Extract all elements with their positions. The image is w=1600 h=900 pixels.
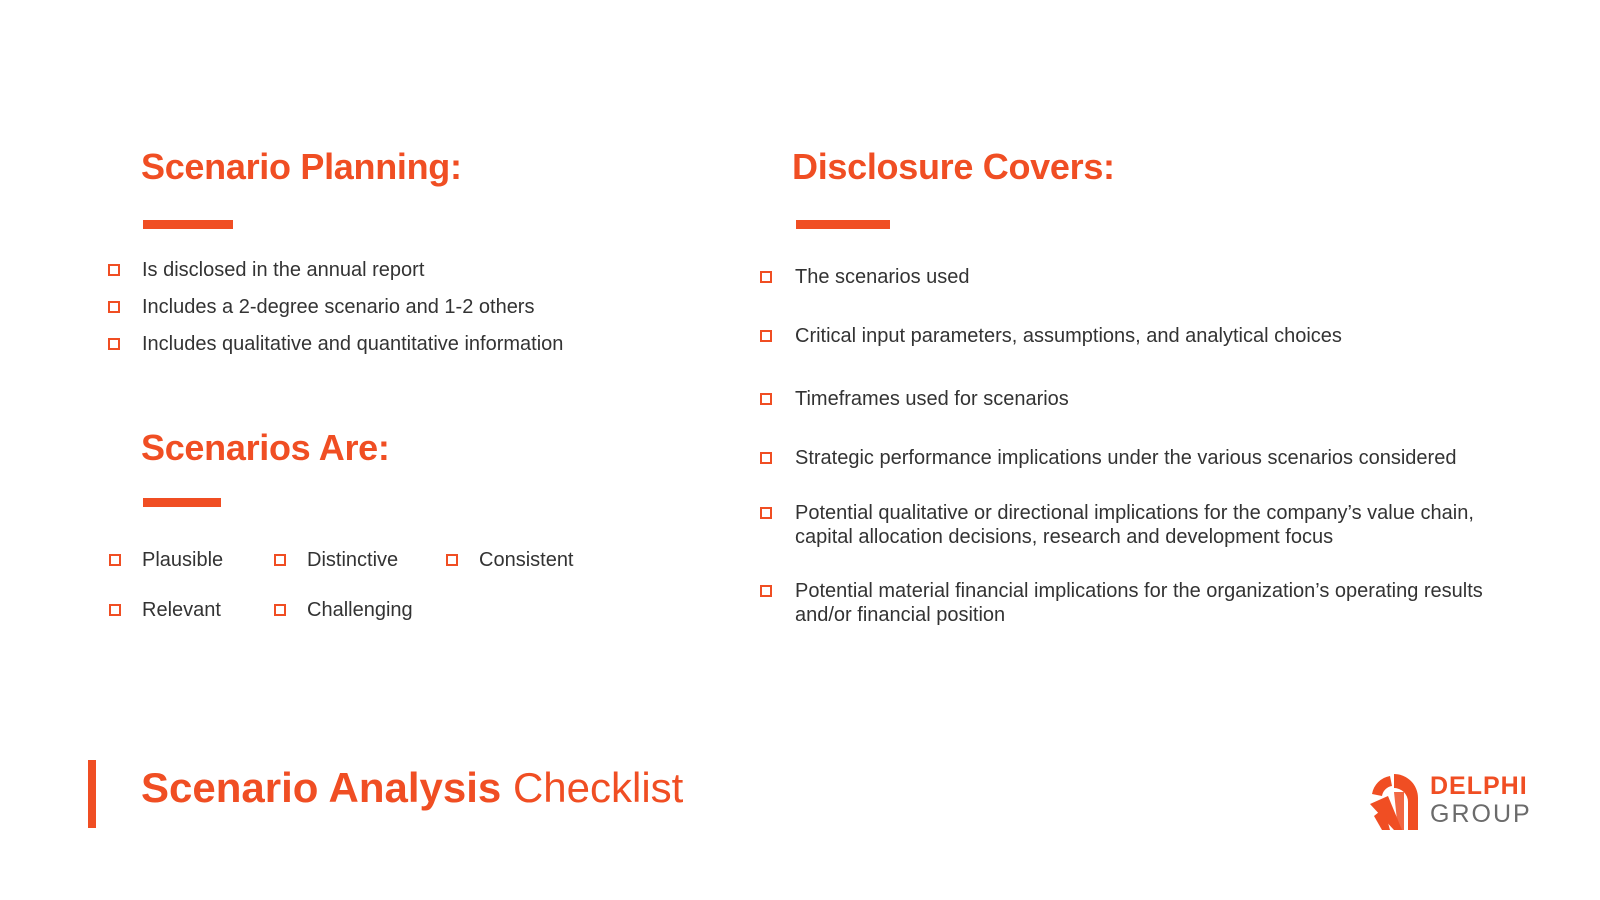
list-item: The scenarios used	[760, 265, 1525, 289]
square-bullet-icon	[760, 585, 772, 597]
scenario-planning-underline	[143, 220, 233, 229]
scenario-trait-item: Plausible	[109, 548, 223, 572]
logo-word-delphi: DELPHI	[1430, 772, 1528, 800]
square-bullet-icon	[108, 338, 120, 350]
footer-accent-bar	[88, 760, 96, 828]
square-bullet-icon	[109, 554, 121, 566]
square-bullet-icon	[108, 264, 120, 276]
page-title-light: Checklist	[512, 764, 684, 811]
list-item: Is disclosed in the annual report	[108, 258, 424, 282]
square-bullet-icon	[108, 301, 120, 313]
list-item: Includes qualitative and quantitative information	[108, 332, 563, 356]
square-bullet-icon	[760, 271, 772, 283]
disclosure-covers-underline	[796, 220, 890, 229]
scenario-trait-item: Distinctive	[274, 548, 398, 572]
square-bullet-icon	[760, 330, 772, 342]
list-item: Potential material financial implications for the organization’s operating results and/or financial position	[760, 579, 1525, 627]
delphi-group-logo	[1368, 772, 1532, 834]
square-bullet-icon	[760, 507, 772, 519]
scenarios-are-underline	[143, 498, 221, 507]
scenario-trait-item: Challenging	[274, 598, 413, 622]
scenario-planning-heading: Scenario Planning:	[141, 146, 462, 187]
logo-word-group: GROUP	[1430, 800, 1532, 828]
list-item: Includes a 2-degree scenario and 1-2 others	[108, 295, 534, 319]
square-bullet-icon	[446, 554, 458, 566]
list-item: Potential qualitative or directional implications for the company’s value chain, capital allocation decisions, research and development focus	[760, 501, 1525, 549]
delphi-logo-mark-icon	[1368, 772, 1420, 834]
page-title-bold: Scenario Analysis	[141, 764, 502, 811]
square-bullet-icon	[760, 393, 772, 405]
list-item: Critical input parameters, assumptions, and analytical choices	[760, 324, 1525, 348]
square-bullet-icon	[274, 554, 286, 566]
scenarios-are-heading: Scenarios Are:	[141, 427, 390, 468]
square-bullet-icon	[109, 604, 121, 616]
list-item: Timeframes used for scenarios	[760, 387, 1525, 411]
page-title	[141, 764, 683, 812]
square-bullet-icon	[760, 452, 772, 464]
logo-wordmark	[1430, 774, 1532, 827]
scenario-trait-item: Relevant	[109, 598, 221, 622]
disclosure-covers-heading: Disclosure Covers:	[792, 146, 1115, 187]
square-bullet-icon	[274, 604, 286, 616]
scenario-trait-item: Consistent	[446, 548, 574, 572]
list-item: Strategic performance implications under the various scenarios considered	[760, 446, 1525, 470]
